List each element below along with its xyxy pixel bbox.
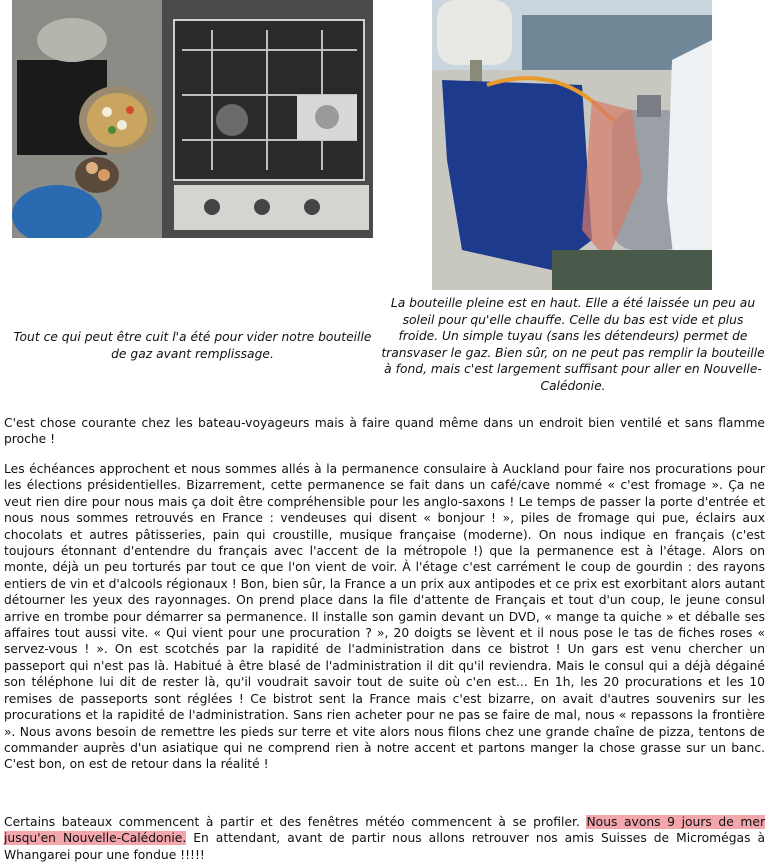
- stove-photo: [12, 0, 373, 238]
- left-photo-caption: Tout ce qui peut être cuit l'a été pour vider notre bouteille de gaz avant remplissage.: [13, 330, 372, 361]
- departure-text-end: En attendant, avant de partir nous allons retrouver nos amis Suisses de Micromégas à Whangarei pour une fondue !!!!!: [4, 831, 765, 862]
- intro-paragraph: C'est chose courante chez les bateau-voyageurs mais à faire quand même dans un endroit bien ventilé et sans flamme proche !: [4, 416, 765, 447]
- stove-illustration: [12, 0, 373, 238]
- consulate-paragraph: Les échéances approchent et nous sommes allés à la permanence consulaire à Auckland pour faire nos procurations pour les élections présidentielles. Bizarrement, cette permanence se fait dans un café/cave nommé « c'est fromage ». Ça ne veut rien dire pour nous mais ça doit être compréhensible pour les anglo-saxons ! Le temps de passer la porte d'entrée et nous nous sommes retrouvés en France : vendeuses qui disent « bonjour ! », piles de fromage qui pue, éclairs aux chocolats et autres pâtisseries, pain qui croustille, musique française (moderne). On nous indique en français (c'est toujours étonnant d'entendre du français avec l'accent de la métropole !) que la permanence est à l'étage. Alors on monte, déjà un peu torturés par tout ce que l'on vient de voir. À l'étage c'est carrément le coup de gourdin : des rayons entiers de vin et d'alcools régionaux ! Bon, bien sûr, la France a un prix aux antipodes et ce prix est exorbitant alors autant détourner les yeux des rayonnages. On prend place dans la file d'attente de Français et tout d'un coup, le jeune consul arrive en trombe pour démarrer sa permanence. Il installe son gamin devant un DVD, « mange ta quiche » et déballe ses affaires tout aussi vite. « Qui vient pour une procuration ? », 20 doigts se lèvent et il nous pose le tas de fiches roses « servez-vous ! ». On est scotchés par la rapidité de l'administration dans ce bistrot ! Un gars est venu chercher un passeport qui n'est pas là. Habitué à être blasé de l'administration il dit qu'il reviendra. Mais le consul qui a déjà dégainé son téléphone lui dit de rester là, qu'il voudrait savoir tout de suite où c'en est... En 1h, les 20 procurations et les 10 remises de passeports sont réglées ! Ce bistrot sent la France mais c'est bizarre, on avait d'autres souvenirs sur les procurations et la rapidité de l'administration. Sans rien acheter pour ne pas se faire de mal, nous « repassons la frontière ». Nous avons besoin de remettre les pieds sur terre et vite alors nous filons chez une grande chaîne de pizza, tentons de commander auprès d'un asiatique qui ne comprend rien à notre accent et partons manger la chose grasse sur un banc. C'est bon, on est de retour dans la réalité !: [4, 462, 765, 772]
- gas-bottle-illustration: [432, 0, 712, 290]
- right-photo-caption: La bouteille pleine est en haut. Elle a été laissée un peu au soleil pour qu'elle chauffe. Celle du bas est vide et plus froide. Un simple tuyau (sans les détendeurs) permet de transvaser le gaz. Bien sûr, on ne peut pas remplir la bouteille à fond, mais c'est largement suffisant pour aller en Nouvelle-Calédonie.: [381, 296, 765, 393]
- departure-text-start: Certains bateaux commencent à partir et des fenêtres météo commencent à se profiler.: [4, 815, 587, 829]
- highlighted-sentence: Nous avons 9 jours de mer jusqu'en Nouvelle-Calédonie.: [4, 815, 765, 846]
- gas-bottle-photo: [432, 0, 712, 290]
- departure-paragraph: [4, 814, 765, 863]
